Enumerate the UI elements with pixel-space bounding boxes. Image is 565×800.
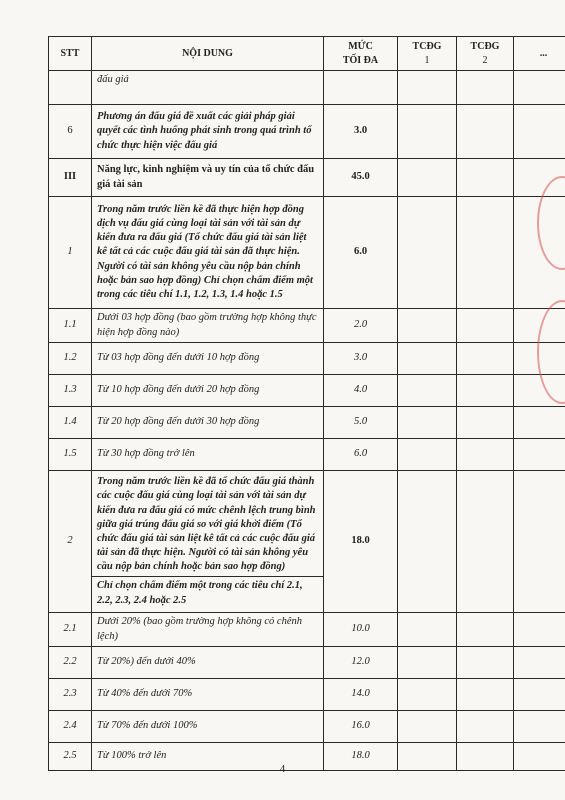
row-cell-tcdg1 <box>398 197 457 309</box>
row-cell-tcdg2 <box>457 375 514 407</box>
row-cell-tcdg2 <box>457 613 514 647</box>
row-content: Trong năm trước liền kề đã thực hiện hợp đồng dịch vụ đấu giá cùng loại tài sản với tài sản dự kiến đưa ra đấu giá (Tổ chức đấu giá tài sản liệt kê tất cả các cuộc đấu giá tài sản đã thực hiện. Người có tài sản không yêu cầu nộp bản chính hoặc bản sao hợp đồng) Chỉ chọn chấm điểm một trong các tiêu chí 1.1, 1.2, 1.3, 1.4 hoặc 1.5 <box>92 197 324 309</box>
row-cell-tcdg2 <box>457 343 514 375</box>
row-cell-tcdg1 <box>398 343 457 375</box>
row-cell-more <box>514 71 565 105</box>
row-cell-tcdg1 <box>398 613 457 647</box>
scoring-table <box>48 36 565 771</box>
row-stt <box>49 71 92 105</box>
header-tcdg-1-line2: 1 <box>424 54 430 66</box>
row-score: 18.0 <box>324 471 398 613</box>
table-row <box>49 439 565 471</box>
row-stt: 1.5 <box>49 439 92 471</box>
header-tcdg-1 <box>398 37 457 71</box>
table-row <box>49 375 565 407</box>
row-cell-tcdg2 <box>457 105 514 159</box>
row-stt: III <box>49 159 92 197</box>
row-cell-tcdg2 <box>457 471 514 613</box>
row-stt: 2 <box>49 471 92 613</box>
header-max-score-line1: MỨC <box>348 41 373 52</box>
header-tcdg-1-line1: TCĐG <box>412 41 442 52</box>
table-row <box>49 647 565 679</box>
row-stt: 2.3 <box>49 679 92 711</box>
row-stt: 1.3 <box>49 375 92 407</box>
table-row <box>49 711 565 743</box>
row-cell-tcdg2 <box>457 439 514 471</box>
row-score: 6.0 <box>324 439 398 471</box>
row-score: 2.0 <box>324 309 398 343</box>
row-content: Từ 20 hợp đồng đến dưới 30 hợp đồng <box>92 407 324 439</box>
row-cell-tcdg1 <box>398 711 457 743</box>
header-stt: STT <box>49 37 92 71</box>
row-stt: 2.4 <box>49 711 92 743</box>
row-score: 12.0 <box>324 647 398 679</box>
table-row <box>49 105 565 159</box>
row-stt: 1.2 <box>49 343 92 375</box>
row-cell-more <box>514 407 565 439</box>
row-score: 3.0 <box>324 343 398 375</box>
row-stt: 1.1 <box>49 309 92 343</box>
row-stt: 6 <box>49 105 92 159</box>
row-cell-tcdg1 <box>398 375 457 407</box>
row-cell-tcdg2 <box>457 309 514 343</box>
row-stt: 2.5 <box>49 743 92 771</box>
row-content: Từ 40% đến dưới 70% <box>92 679 324 711</box>
row-cell-tcdg1 <box>398 679 457 711</box>
row-cell-tcdg2 <box>457 197 514 309</box>
row-cell-tcdg2 <box>457 711 514 743</box>
row-cell-tcdg1 <box>398 647 457 679</box>
table-row <box>49 343 565 375</box>
row-cell-more <box>514 711 565 743</box>
row-content-main: Trong năm trước liền kề đã tổ chức đấu giá thành các cuộc đấu giá cùng loại tài sản với tài sản dự kiến đưa ra đấu giá có mức chênh lệch trung bình giữa giá trúng đấu giá so với giá khởi điểm (Tổ chức đấu giá tài sản liệt kê tất cả các cuộc đấu giá tài sản đã thực hiện. Người có tài sản không yêu cầu nộp bản chính hoặc bản sao hợp đồng) <box>97 476 316 573</box>
row-content: đấu giá <box>92 71 324 105</box>
row-score: 5.0 <box>324 407 398 439</box>
row-stt: 2.2 <box>49 647 92 679</box>
header-tcdg-2-line2: 2 <box>482 54 488 66</box>
row-content: Phương án đấu giá đề xuất các giải pháp giải quyết các tình huống phát sinh trong quá trình tổ chức thực hiện việc đấu giá <box>92 105 324 159</box>
row-content: Dưới 20% (bao gồm trường hợp không có chênh lệch) <box>92 613 324 647</box>
row-cell-tcdg2 <box>457 159 514 197</box>
row-stt: 1 <box>49 197 92 309</box>
row-stt: 1.4 <box>49 407 92 439</box>
row-score: 4.0 <box>324 375 398 407</box>
header-more: ... <box>514 37 565 71</box>
row-score: 18.0 <box>324 743 398 771</box>
header-max-score-line2: TỐI ĐA <box>342 54 379 66</box>
row-cell-tcdg2 <box>457 407 514 439</box>
row-content: Từ 10 hợp đồng đến dưới 20 hợp đồng <box>92 375 324 407</box>
row-cell-more <box>514 647 565 679</box>
row-content <box>92 471 324 613</box>
row-content: Từ 03 hợp đồng đến dưới 10 hợp đồng <box>92 343 324 375</box>
row-cell-more <box>514 471 565 613</box>
table-header-row <box>49 37 565 71</box>
row-score: 6.0 <box>324 197 398 309</box>
row-cell-tcdg1 <box>398 471 457 613</box>
header-tcdg-2-line1: TCĐG <box>470 41 500 52</box>
row-cell-more <box>514 439 565 471</box>
header-tcdg-2 <box>457 37 514 71</box>
row-cell-tcdg2 <box>457 679 514 711</box>
row-cell-more <box>514 679 565 711</box>
row-score <box>324 71 398 105</box>
table-row <box>49 197 565 309</box>
table-row <box>49 407 565 439</box>
row-content: Từ 20%) đến dưới 40% <box>92 647 324 679</box>
table-row <box>49 471 565 613</box>
row-cell-tcdg2 <box>457 647 514 679</box>
row-cell-tcdg1 <box>398 71 457 105</box>
row-stt: 2.1 <box>49 613 92 647</box>
row-content: Từ 100% trở lên <box>92 743 324 771</box>
row-content: Từ 30 hợp đồng trở lên <box>92 439 324 471</box>
row-cell-more <box>514 613 565 647</box>
row-score: 14.0 <box>324 679 398 711</box>
table-row <box>49 71 565 105</box>
row-cell-tcdg1 <box>398 309 457 343</box>
header-content: NỘI DUNG <box>92 37 324 71</box>
row-cell-tcdg1 <box>398 105 457 159</box>
table-row <box>49 679 565 711</box>
row-score: 10.0 <box>324 613 398 647</box>
table-row <box>49 613 565 647</box>
row-content-note: Chỉ chọn chấm điểm một trong các tiêu chí 2.1, 2.2, 2.3, 2.4 hoặc 2.5 <box>92 576 323 607</box>
row-cell-tcdg1 <box>398 407 457 439</box>
row-cell-tcdg1 <box>398 159 457 197</box>
row-cell-tcdg1 <box>398 439 457 471</box>
table-row <box>49 159 565 197</box>
row-cell-tcdg2 <box>457 71 514 105</box>
row-score: 45.0 <box>324 159 398 197</box>
row-content: Từ 70% đến dưới 100% <box>92 711 324 743</box>
page-number: 4 <box>279 763 286 775</box>
row-content: Dưới 03 hợp đồng (bao gồm trường hợp không thực hiện hợp đồng nào) <box>92 309 324 343</box>
row-score: 3.0 <box>324 105 398 159</box>
header-max-score <box>324 37 398 71</box>
row-score: 16.0 <box>324 711 398 743</box>
table-row <box>49 309 565 343</box>
row-cell-more <box>514 105 565 159</box>
row-content: Năng lực, kinh nghiệm và uy tín của tổ chức đấu giá tài sản <box>92 159 324 197</box>
